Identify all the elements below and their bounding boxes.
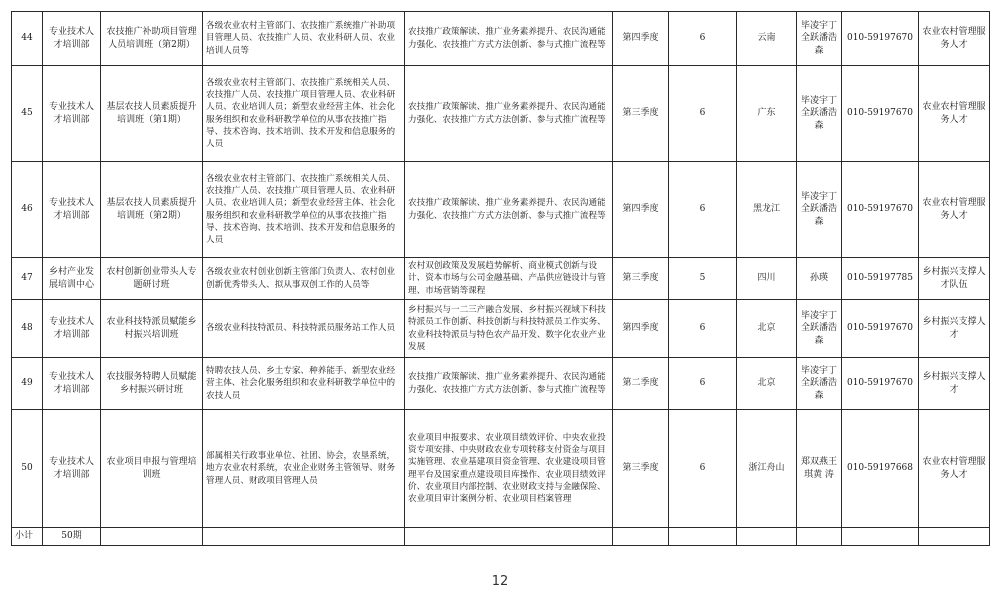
table-body — [12, 12, 990, 546]
days: 6 — [669, 162, 737, 258]
course-content: 农技推广政策解读、推广业务素养提升、农民沟通能力强化、农技推广方式方法创新、参与式推广流程等 — [405, 358, 613, 410]
target-audience: 各级农业农村主管部门、农技推广系统相关人员、农技推广人员、农技推广项目管理人员、农业科研人员、农业培训人员；新型农业经营主体、社会化服务组织和农业科研教学单位的从事农技推广指导、技术咨询、技术培训、技术开发和信息服务的人员 — [203, 66, 405, 162]
phone: 010-59197670 — [842, 358, 919, 410]
page-number: 12 — [491, 574, 509, 589]
talent-category: 乡村振兴支撑人才队伍 — [919, 258, 990, 300]
talent-category: 农业农村管理服务人才 — [919, 66, 990, 162]
class-name: 农技推广补助项目管理人员培训班（第2期） — [101, 12, 203, 66]
talent-category: 乡村振兴支撑人才 — [919, 358, 990, 410]
row-number: 50 — [12, 410, 43, 528]
department: 专业技术人才培训部 — [43, 162, 101, 258]
talent-category: 农业农村管理服务人才 — [919, 162, 990, 258]
class-name: 农业科技特派员赋能乡村振兴培训班 — [101, 300, 203, 358]
class-name: 基层农技人员素质提升培训班（第1期） — [101, 66, 203, 162]
table-row — [12, 258, 990, 300]
target-audience: 特聘农技人员、乡土专家、种养能手、新型农业经营主体、社会化服务组织和农业科研教学单位中的农技人员 — [203, 358, 405, 410]
course-content: 农技推广政策解读、推广业务素养提升、农民沟通能力强化、农技推广方式方法创新、参与式推广流程等 — [405, 66, 613, 162]
target-audience: 各级农业农村主管部门、农技推广系统相关人员、农技推广人员、农技推广项目管理人员、农业科研人员、农业培训人员；新型农业经营主体、社会化服务组织和农业科研教学单位的从事农技推广指导、技术咨询、技术培训、技术开发和信息服务的人员 — [203, 162, 405, 258]
subtotal-label: 小计 — [12, 528, 43, 546]
quarter: 第四季度 — [613, 162, 669, 258]
days: 6 — [669, 66, 737, 162]
department: 专业技术人才培训部 — [43, 410, 101, 528]
table-row — [12, 66, 990, 162]
target-audience: 各级农业农村创业创新主管部门负责人、农村创业创新优秀带头人、拟从事双创工作的人员等 — [203, 258, 405, 300]
quarter: 第二季度 — [613, 358, 669, 410]
days: 6 — [669, 300, 737, 358]
department: 专业技术人才培训部 — [43, 66, 101, 162]
quarter: 第三季度 — [613, 66, 669, 162]
quarter: 第三季度 — [613, 410, 669, 528]
course-content: 农业项目申报要求、农业项目绩效评价、中央农业投资专项安排、中央财政农业专项转移支付资金与项目实施管理、农业基建项目资金管理、农业建设项目管理平台及国家重点建设项目库操作、农业项目绩效评价、农业项目内部控制、农业财政支持与金融保险、农业项目审计案例分析、农业项目档案管理 — [405, 410, 613, 528]
location: 广东 — [737, 66, 797, 162]
location: 四川 — [737, 258, 797, 300]
course-content: 农技推广政策解读、推广业务素养提升、农民沟通能力强化、农技推广方式方法创新、参与式推广流程等 — [405, 12, 613, 66]
row-number: 46 — [12, 162, 43, 258]
class-name: 农技服务特聘人员赋能乡村振兴研讨班 — [101, 358, 203, 410]
location: 浙江舟山 — [737, 410, 797, 528]
phone: 010-59197670 — [842, 66, 919, 162]
contact-person: 毕凌宇丁全跃潘浩森 — [797, 300, 842, 358]
phone: 010-59197668 — [842, 410, 919, 528]
department: 乡村产业发展培训中心 — [43, 258, 101, 300]
days: 6 — [669, 410, 737, 528]
training-plan-table — [11, 11, 990, 546]
days: 5 — [669, 258, 737, 300]
talent-category: 农业农村管理服务人才 — [919, 410, 990, 528]
contact-person: 毕凌宇丁全跃潘浩森 — [797, 66, 842, 162]
subtotal-value: 50期 — [43, 528, 101, 546]
department: 专业技术人才培训部 — [43, 300, 101, 358]
target-audience: 各级农业农村主管部门、农技推广系统推广补助项目管理人员、农技推广人员、农业科研人员、农业培训人员等 — [203, 12, 405, 66]
location: 北京 — [737, 358, 797, 410]
target-audience: 部属相关行政事业单位、社团、协会，农垦系统，地方农业农村系统，农业企业财务主管领导、财务管理人员、财政项目管理人员 — [203, 410, 405, 528]
talent-category: 农业农村管理服务人才 — [919, 12, 990, 66]
days: 6 — [669, 358, 737, 410]
contact-person: 郑双燕王 琪黄 涛 — [797, 410, 842, 528]
row-number: 48 — [12, 300, 43, 358]
phone: 010-59197670 — [842, 300, 919, 358]
location: 黑龙江 — [737, 162, 797, 258]
department: 专业技术人才培训部 — [43, 12, 101, 66]
contact-person: 毕凌宇丁全跃潘浩森 — [797, 162, 842, 258]
table-row — [12, 300, 990, 358]
course-content: 乡村振兴与一二三产融合发展、乡村振兴视域下科技特派员工作创新、科技创新与科技特派员工作实务、农业科技特派员与特色农产品开发、数字化农业产业发展 — [405, 300, 613, 358]
table-row — [12, 410, 990, 528]
phone: 010-59197670 — [842, 162, 919, 258]
row-number: 47 — [12, 258, 43, 300]
quarter: 第四季度 — [613, 12, 669, 66]
quarter: 第四季度 — [613, 300, 669, 358]
phone: 010-59197785 — [842, 258, 919, 300]
class-name: 基层农技人员素质提升培训班（第2期） — [101, 162, 203, 258]
contact-person: 毕凌宇丁全跃潘浩森 — [797, 358, 842, 410]
location: 云南 — [737, 12, 797, 66]
row-number: 45 — [12, 66, 43, 162]
course-content: 农村双创政策及发展趋势解析、商业模式创新与设计、资本市场与公司金融基础、产品供应链设计与管理、市场营销等课程 — [405, 258, 613, 300]
talent-category: 乡村振兴支撑人才 — [919, 300, 990, 358]
quarter: 第三季度 — [613, 258, 669, 300]
contact-person: 孙瑛 — [797, 258, 842, 300]
subtotal-row — [12, 528, 990, 546]
location: 北京 — [737, 300, 797, 358]
phone: 010-59197670 — [842, 12, 919, 66]
table-row — [12, 162, 990, 258]
contact-person: 毕凌宇丁全跃潘浩森 — [797, 12, 842, 66]
course-content: 农技推广政策解读、推广业务素养提升、农民沟通能力强化、农技推广方式方法创新、参与式推广流程等 — [405, 162, 613, 258]
table-row — [12, 358, 990, 410]
department: 专业技术人才培训部 — [43, 358, 101, 410]
row-number: 49 — [12, 358, 43, 410]
row-number: 44 — [12, 12, 43, 66]
days: 6 — [669, 12, 737, 66]
table-row — [12, 12, 990, 66]
class-name: 农村创新创业带头人专题研讨班 — [101, 258, 203, 300]
class-name: 农业项目申报与管理培训班 — [101, 410, 203, 528]
target-audience: 各级农业科技特派员、科技特派员服务站工作人员 — [203, 300, 405, 358]
